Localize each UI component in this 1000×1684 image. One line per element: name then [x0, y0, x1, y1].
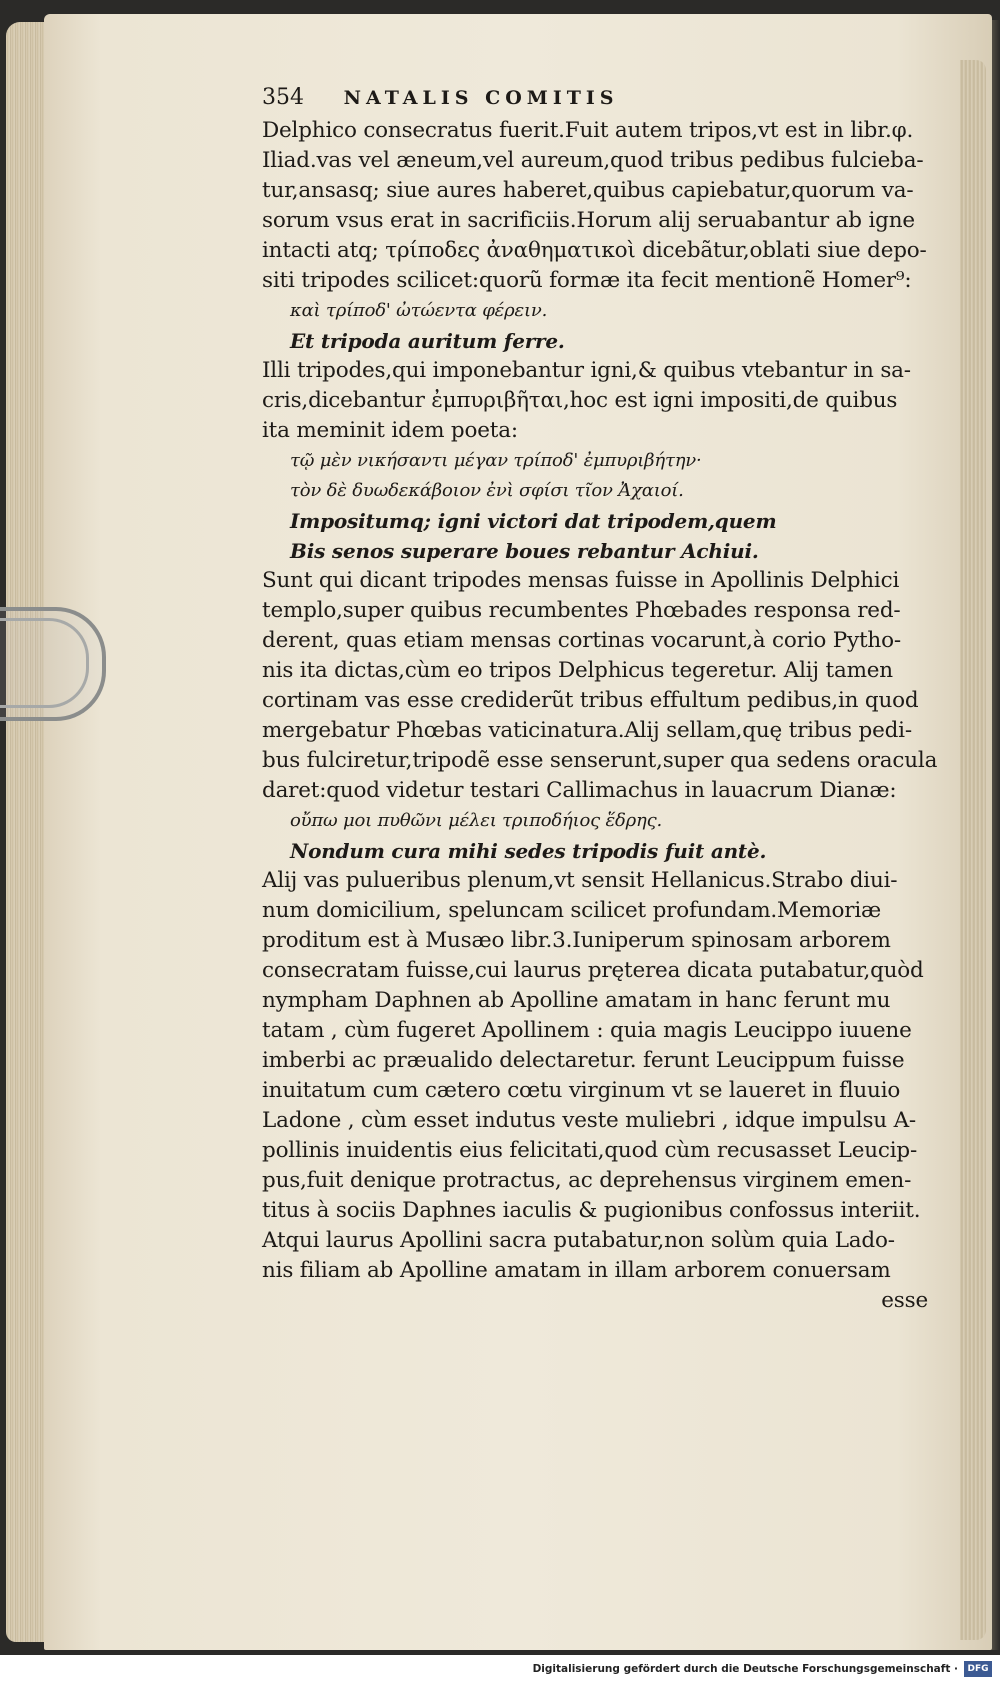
- text-line: sorum vsus erat in sacrificiis.Horum alij seruabantur ab igne: [262, 208, 915, 233]
- latin-translation: Nondum cura mihi sedes tripodis fuit antè.: [290, 839, 767, 863]
- footer-bar: [0, 1655, 1000, 1684]
- text-line: bus fulciretur,tripodẽ esse senserunt,super qua sedens oracula: [262, 748, 938, 773]
- text-line: pus,fuit denique protractus, ac deprehensus virginem emen-: [262, 1168, 912, 1193]
- text-line: daret:quod videtur testari Callimachus in lauacrum Dianæ:: [262, 778, 897, 803]
- text-line: nympham Daphnen ab Apolline amatam in hanc ferunt mu: [262, 988, 891, 1013]
- running-title: NATALIS COMITIS: [343, 87, 619, 109]
- paper-clip-inner: [0, 618, 89, 708]
- text-line: inuitatum cum cætero cœtu virginum vt se laueret in fluuio: [262, 1078, 901, 1103]
- text-line: Iliad.vas vel æneum,vel aureum,quod tribus pedibus fulcieba-: [262, 148, 924, 173]
- text-line: pollinis inuidentis eius felicitati,quod cùm recusasset Leucip-: [262, 1138, 918, 1163]
- text-line: num domicilium, speluncam scilicet profundam.Memoriæ: [262, 898, 882, 923]
- text-line: mergebatur Phœbas vaticinatura.Alij sellam,quę tribus pedi-: [262, 718, 912, 743]
- footer-credit: Digitalisierung gefördert durch die Deutsche Forschungsgemeinschaft ·: [532, 1663, 958, 1675]
- latin-translation: Et tripoda auritum ferre.: [290, 329, 565, 353]
- text-line: tatam , cùm fugeret Apollinem : quia magis Leucippo iuuene: [262, 1018, 912, 1043]
- text-line: nis ita dictas,cùm eo tripos Delphicus tegeretur. Alij tamen: [262, 658, 893, 683]
- text-line: derent, quas etiam mensas cortinas vocarunt,à corio Pytho-: [262, 628, 901, 653]
- text-line: siti tripodes scilicet:quorũ formæ ita fecit mentionẽ Homer⁹:: [262, 268, 912, 293]
- text-line: ita meminit idem poeta:: [262, 418, 518, 443]
- text-line: intacti atq; τρίποδες ἀναθηματικοὶ dicebãtur,oblati siue depo-: [262, 238, 927, 263]
- text-line: Illi tripodes,qui imponebantur igni,& quibus vtebantur in sa-: [262, 358, 911, 383]
- text-line: Sunt qui dicant tripodes mensas fuisse in Apollinis Delphici: [262, 568, 900, 593]
- text-line: Ladone , cùm esset indutus veste muliebri , idque impulsu A-: [262, 1108, 916, 1133]
- text-line: templo,super quibus recumbentes Phœbades responsa red-: [262, 598, 901, 623]
- latin-translation: Bis senos superare boues rebantur Achiui.: [290, 539, 759, 563]
- right-page-edges: [960, 60, 986, 1640]
- text-line: tur,ansasq; siue aures haberet,quibus capiebatur,quorum va-: [262, 178, 914, 203]
- text-line: cris,dicebantur ἐμπυριβῆται,hoc est igni impositi,de quibus: [262, 388, 898, 413]
- page-text: [262, 80, 942, 1316]
- text-line: Delphico consecratus fuerit.Fuit autem tripos,vt est in libr.φ.: [262, 118, 914, 143]
- latin-translation: Impositumq; igni victori dat tripodem,quem: [290, 509, 777, 533]
- greek-quote: οὔπω μοι πυθῶνι μέλει τριποδήιος ἕδρης.: [290, 810, 662, 831]
- text-line: titus à sociis Daphnes iaculis & pugionibus confossus interiit.: [262, 1198, 921, 1223]
- text-line: imberbi ac præualido delectaretur. ferunt Leucippum fuisse: [262, 1048, 905, 1073]
- text-line: Alij vas pulueribus plenum,vt sensit Hellanicus.Strabo diui-: [262, 868, 898, 893]
- catchword: esse: [881, 1288, 928, 1313]
- text-line: cortinam vas esse crediderũt tribus effultum pedibus,in quod: [262, 688, 919, 713]
- text-line: consecratam fuisse,cui laurus pręterea dicata putabatur,quòd: [262, 958, 924, 983]
- running-header: [262, 80, 942, 116]
- greek-quote: τὸν δὲ δυωδεκάβοιον ἐνὶ σφίσι τῖον Ἀχαιοί.: [290, 480, 684, 501]
- text-line: proditum est à Musæo libr.3.Iuniperum spinosam arborem: [262, 928, 891, 953]
- greek-quote: καὶ τρίποδ' ὠτώεντα φέρειν.: [290, 300, 548, 321]
- text-line: Atqui laurus Apollini sacra putabatur,non solùm quia Lado-: [262, 1228, 895, 1253]
- text-line: nis filiam ab Apolline amatam in illam arborem conuersam: [262, 1258, 891, 1283]
- dfg-logo: DFG: [964, 1661, 992, 1677]
- greek-quote: τῷ μὲν νικήσαντι μέγαν τρίποδ' ἐμπυριβήτην·: [290, 450, 702, 471]
- page-number: 354: [262, 85, 304, 110]
